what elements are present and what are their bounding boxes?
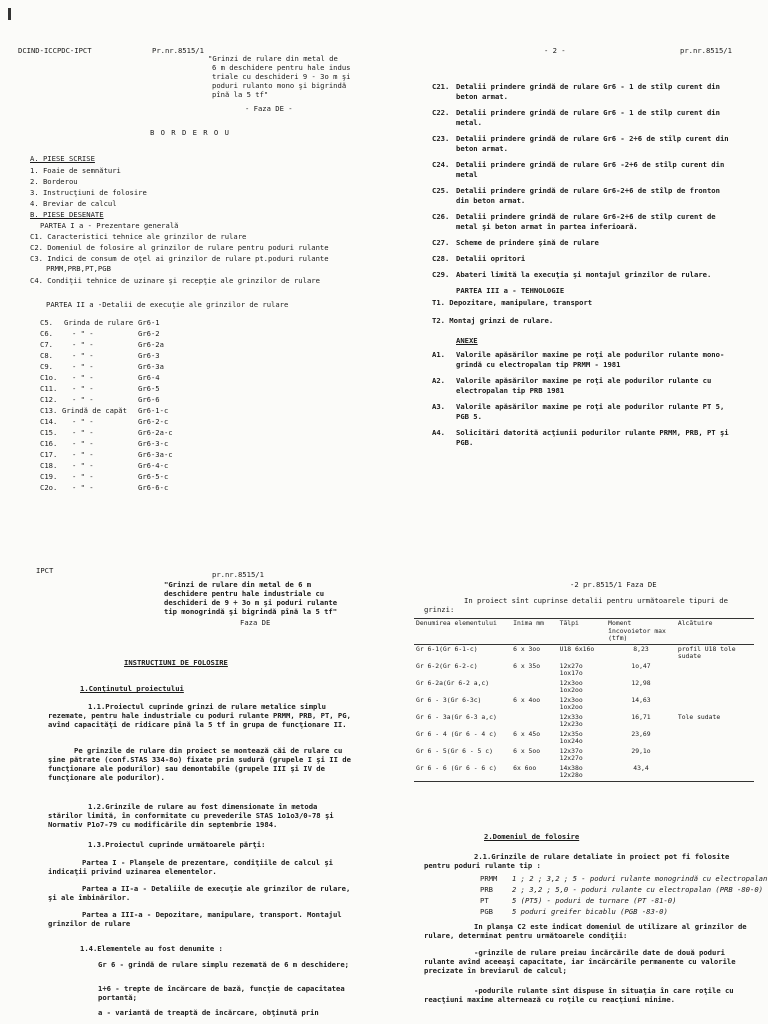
cell-web [511,713,557,730]
item-a1: 1. Foaie de semnături [30,166,121,175]
col-header: Inima mm [511,619,557,645]
item-code: C29. [432,270,450,279]
page-number: -2 pr.8515/1 Faza DE [570,580,657,589]
item-c1: C1. Caracteristici tehnice ale grinzilor de rulare [30,232,247,241]
paragraph-2-4: -podurile rulante sînt dispuse în situaţia în care roţile cu reacţiuni maxime alternează cu roţile cu reacţiuni minime. [424,986,734,1004]
row-code: C17. [40,450,58,459]
paragraph-1-3: 1.3.Proiectul cuprinde următoarele părţi: [88,840,266,849]
row-mark: Gr6-1-c [138,406,169,415]
row-code: C11. [40,384,58,393]
row-code: C12. [40,395,58,404]
annex-code: A3. [432,402,445,411]
table-row [414,662,754,679]
part-2-heading: PARTEA II a -Detalii de execuţie ale grinzilor de rulare [46,300,289,309]
item-text: Detalii prindere grindă de rulare Gr6-2÷6 de stîlp de fronton [456,186,720,195]
annex-code: A4. [432,428,445,437]
item-text-cont: metal. [456,118,482,127]
crane-type-desc: 1 ; 2 ; 3,2 ; 5 - poduri rulante monogrindă cu electropalan [512,874,768,883]
annex-text: Valorile apăsărilor maxime pe roţi ale podurilor rulante cu [456,376,712,385]
paragraph-1-1: 1.1.Proiectul cuprinde grinzi de rulare metalice simplu rezemate, pentru hale industriale cu poduri rulante PRMM, PRB, PT, PG, avînd capacităţi de ridicare pînă la 5 tf în grupa de funcţionare II. [48,702,351,729]
cell-composition: Tole sudate [677,712,721,721]
cell-web: 6 x 5oo [513,746,541,755]
item-text-cont: metal [456,170,478,179]
cell-moment: 23,69 [631,729,651,738]
def-gr6: Gr 6 - grindă de rulare simplu rezemată de 6 m deschidere; [98,960,349,969]
row-mark: Gr6-2 [138,329,160,338]
part-2-desc: Partea a II-a - Detaliile de execuţie ale grinzilor de rulare, şi ale îmbinărilor. [48,884,351,902]
part-1-desc: Partea I - Planşele de prezentare, condiţiile de calcul şi indicaţii privind uzinarea elementelor. [48,858,333,876]
part-1-heading: PARTEA I a - Prezentare generală [40,221,179,230]
table-intro: In proiect sînt cuprinse detalii pentru următoarele tipuri de grinzi: [424,596,728,614]
cell-flanges: 12x27o 1ox17o [559,661,583,677]
row-code: C8. [40,351,53,360]
table-row [414,730,754,747]
cell-element: Gr 6-2(Gr 6-2-c) [416,661,478,670]
part-3-desc: Partea a III-a - Depozitare, manipulare, transport. Montajul grinzilor de rulare [48,910,342,928]
page-number: - 2 - [544,46,566,55]
item-c4: C4. Condiţii tehnice de uzinare şi recepţie ale grinzilor de rulare [30,276,320,285]
row-desc: - " - [72,461,94,470]
title-line-1: "Grinzi de rulare din metal de 6 m [164,580,312,589]
title-line-1: "Grinzi de rulare din metal de [208,54,338,63]
table-row [414,713,754,730]
row-mark: Gr6-6 [138,395,160,404]
cell-web: 6 x 3oo [513,644,541,653]
col-header: Moment încovoietor max (tfm) [606,619,676,645]
paragraph-1-2: 1.2.Grinzile de rulare au fost dimensionate în metoda stărilor limită, în conformitate cu prevederile STAS 1o1o3/0-78 şi Normativ P1o7-79 cu modificările din septembrie 1984. [48,802,334,829]
row-mark: Gr6-5-c [138,472,169,481]
cell-web [511,679,557,696]
item-text: Scheme de prindere şină de rulare [456,238,599,247]
item-text: Detalii prindere grindă de rulare Gr6 -2÷6 de stîlp curent din [456,160,725,169]
item-a3: 3. Instrucţiuni de folosire [30,188,147,197]
item-c3-cont: PRMM,PRB,PT,PGB [46,264,111,273]
row-desc: - " - [72,439,94,448]
crane-type-code: PGB [480,907,493,916]
paragraph-2-3: -grinzile de rulare preiau încărcările date de două poduri rulante avînd aceeaşi capacitate, iar încărcările permanente cu valorile precizate în breviarul de calcul; [424,948,736,975]
crane-type-code: PRMM [480,874,498,883]
annexes-heading: ANEXE [456,336,478,345]
annex-text-cont: electropalan tip PRB 1981 [456,386,565,395]
row-mark: Gr6-3a [138,362,164,371]
row-desc: Grinda de rulare [64,318,134,327]
paragraph-1-4: 1.4.Elementele au fost denumite : [80,944,223,953]
col-header: Denumirea elementului [414,619,511,645]
row-desc: - " - [72,483,94,492]
annex-text: Valorile apăsărilor maxime pe roţi ale podurilor rulante mono- [456,350,725,359]
crane-type-code: PRB [480,885,493,894]
item-text-cont: beton armat. [456,92,508,101]
cell-composition: profil U18 tole sudate [677,644,736,660]
table-header-row [414,619,754,645]
col-header: Alcătuire [676,619,754,645]
page-heading: B O R D E R O U [150,128,230,137]
row-code: C1o. [40,373,58,382]
doc-ref: DCIND-ICCPDC-IPCT [18,46,92,55]
cell-flanges: 12x33o 12x23o [559,712,583,728]
cell-composition [676,764,754,782]
item-code: C24. [432,160,450,169]
item-c2: C2. Domeniul de folosire al grinzilor de rulare pentru poduri rulante [30,243,329,252]
annex-text-cont: PGB. [456,438,474,447]
project-number: pr.nr.8515/1 [680,46,732,55]
table-row [414,764,754,782]
project-number: Pr.nr.8515/1 [152,46,204,55]
faza: - Faza DE - [245,104,293,113]
def-1-6: 1÷6 - trepte de încărcare de bază, funcţie de capacitatea portantă; [98,984,345,1002]
title-line-3: deschideri de 9 ÷ 3o m şi poduri rulante [164,598,338,607]
cell-moment: 14,63 [631,695,651,704]
section-a: A. PIESE SCRISE [30,154,95,163]
cell-web: 6 x 35o [513,661,541,670]
item-text-cont: din beton armat. [456,196,526,205]
item-code: C25. [432,186,450,195]
cell-flanges: 12x3oo 1ox2oo [559,695,583,711]
title-line-5: pînă la 5 tf" [212,90,269,99]
faza: Faza DE [240,618,271,627]
section-2: 2.Domeniul de folosire [484,832,580,841]
cell-moment: 8,23 [633,644,649,653]
table-row [414,679,754,696]
borderou-page [0,0,384,540]
item-text: Detalii prindere grindă de rulare Gr6 - 2÷6 de stîlp curent din [456,134,729,143]
cell-composition [676,679,754,696]
annex-code: A1. [432,350,445,359]
part-3-heading: PARTEA III a - TEHNOLOGIE [456,286,565,295]
cell-element: Gr 6-1(Gr 6-1-c) [416,644,478,653]
paragraph-1-1b: Pe grinzile de rulare din proiect se montează căi de rulare cu şine pătrate (conf.STAS 334-8o) fixate prin sudură (grupele I şi II de funcţionare ale podurilor) sau demontabile (grupele III şi IV de funcţionare ale podurilor). [48,746,351,782]
cell-element: Gr 6 - 3(Gr 6-3c) [416,695,482,704]
cell-moment: 16,71 [631,712,651,721]
table-row [414,747,754,764]
title-line-2: 6 m deschidere pentru hale indus [212,63,351,72]
cell-element: Gr 6 - 3a(Gr 6-3 a,c) [416,712,497,721]
cell-element: Gr 6 - 6 (Gr 6 - 6 c) [416,763,497,772]
title-line-2: deschidere pentru hale industriale cu [164,589,325,598]
item-text: Detalii prindere grindă de rulare Gr6 - 1 de stîlp curent din [456,108,720,117]
col-header: Tălpi [558,619,607,645]
row-desc: - " - [72,450,94,459]
item-a4: 4. Breviar de calcul [30,199,117,208]
table-row [414,696,754,713]
row-mark: Gr6-5 [138,384,160,393]
page-heading: INSTRUCŢIUNI DE FOLOSIRE [124,658,228,667]
row-desc: Grindă de capăt [62,406,127,415]
section-1: 1.Conţinutul proiectului [80,684,184,693]
row-code: C9. [40,362,53,371]
item-code: C22. [432,108,450,117]
row-desc: - " - [72,362,94,371]
cell-composition [676,696,754,713]
row-mark: Gr6-2a [138,340,164,349]
row-code: C19. [40,472,58,481]
cell-moment: 1o,47 [631,661,651,670]
row-code: C18. [40,461,58,470]
row-mark: Gr6-4-c [138,461,169,470]
crane-type-code: PT [480,896,489,905]
element-table-page [384,540,768,1024]
item-code: C27. [432,238,450,247]
row-code: C7. [40,340,53,349]
row-desc: - " - [72,384,94,393]
cell-element: Gr 6 - 4 (Gr 6 - 4 c) [416,729,497,738]
item-a2: 2. Borderou [30,177,78,186]
element-table [414,618,754,782]
doc-ref: IPCT [36,566,54,575]
crane-type-desc: 5 (PT5) - poduri de turnare (PT -81-0) [512,896,677,905]
row-desc: - " - [72,340,94,349]
item-code: C28. [432,254,450,263]
row-code: C5. [40,318,53,327]
project-number: pr.nr.8515/1 [212,570,264,579]
row-code: C13. [40,406,58,415]
title-line-4: poduri rulanto mono şi bigrindă [212,81,347,90]
item-t1: T1. Depozitare, manipulare, transport [432,298,593,307]
annex-text: Solicitări datorită acţiunii podurilor rulante PRMM, PRB, PT şi [456,428,729,437]
annex-text-cont: PGB 5. [456,412,482,421]
cell-web: 6x 6oo [513,763,537,772]
item-text: Abateri limită la execuţia şi montajul grinzilor de rulare. [456,270,712,279]
cell-composition [676,662,754,679]
item-text: Detalii opritori [456,254,526,263]
row-mark: Gr6-6-c [138,483,169,492]
annex-text-cont: grindă cu electropalan tip PRMM - 1981 [456,360,621,369]
table-row [414,644,754,662]
row-desc: - " - [72,329,94,338]
row-code: C6. [40,329,53,338]
item-text-cont: beton armat. [456,144,508,153]
row-desc: - " - [72,417,94,426]
crane-type-desc: 5 poduri greifer bicablu (PGB -83-0) [512,907,668,916]
row-code: C15. [40,428,58,437]
cell-moment: 43,4 [633,763,649,772]
row-mark: Gr6-3-c [138,439,169,448]
cell-flanges: 12x37o 12x27o [559,746,583,762]
item-code: C23. [432,134,450,143]
crane-type-desc: 2 ; 3,2 ; 5,0 - poduri rulante cu electropalan (PRB -80-0) [512,885,763,894]
title-line-3: triale cu deschideri 9 - 3o m şi [212,72,351,81]
cell-web: 6 x 4oo [513,695,541,704]
paragraph-2-2: In planşa C2 este indicat domeniul de utilizare al grinzilor de rulare, determinat pentru următoarele condiţii: [424,922,747,940]
scan-mark [8,8,11,20]
item-text-cont: metal şi beton armat în partea inferioară. [456,222,638,231]
cell-element: Gr 6 - 5(Gr 6 - 5 c) [416,746,493,755]
row-desc: - " - [72,472,94,481]
row-mark: Gr6-3a-c [138,450,173,459]
row-mark: Gr6-2-c [138,417,169,426]
row-desc: - " - [72,373,94,382]
instructions-page [0,540,384,1024]
cell-flanges: U18 6x16o [559,644,595,653]
title-line-4: tip monogrindă şi bigrindă pînă la 5 tf" [164,607,338,616]
row-mark: Gr6-1 [138,318,160,327]
def-a: a - variantă de treaptă de încărcare, obţinută prin [98,1008,319,1017]
row-code: C16. [40,439,58,448]
section-b: B. PIESE DESENATE [30,210,104,219]
item-t2: T2. Montaj grinzi de rulare. [432,316,554,325]
cell-moment: 12,98 [631,678,651,687]
row-mark: Gr6-3 [138,351,160,360]
row-mark: Gr6-2a-c [138,428,173,437]
cell-composition [676,747,754,764]
cell-flanges: 12x35o 1ox24o [559,729,583,745]
row-code: C14. [40,417,58,426]
item-code: C26. [432,212,450,221]
cell-element: Gr 6-2a(Gr 6-2 a,c) [416,678,490,687]
cell-web: 6 x 45o [513,729,541,738]
cell-flanges: 12x3oo 1ox2oo [559,678,583,694]
item-c3: C3. Indici de consum de oţel ai grinzilor de rulare pt.poduri rulante [30,254,329,263]
cell-composition [676,730,754,747]
row-desc: - " - [72,428,94,437]
row-desc: - " - [72,351,94,360]
item-text: Detalii prindere grindă de rulare Gr6-2÷6 de stîlp curent de [456,212,716,221]
row-code: C2o. [40,483,58,492]
annex-text: Valorile apăsărilor maxime pe roţi ale podurilor rulante PT 5, [456,402,725,411]
cell-moment: 29,1o [631,746,651,755]
borderou-page-2 [384,0,768,540]
row-desc: - " - [72,395,94,404]
cell-flanges: 14x38o 12x28o [559,763,583,779]
row-mark: Gr6-4 [138,373,160,382]
paragraph-2-1: 2.1.Grinzile de rulare detaliate în proiect pot fi folosite pentru poduri rulante tip : [424,852,730,870]
item-code: C21. [432,82,450,91]
item-text: Detalii prindere grindă de rulare Gr6 - 1 de stîlp curent din [456,82,720,91]
annex-code: A2. [432,376,445,385]
